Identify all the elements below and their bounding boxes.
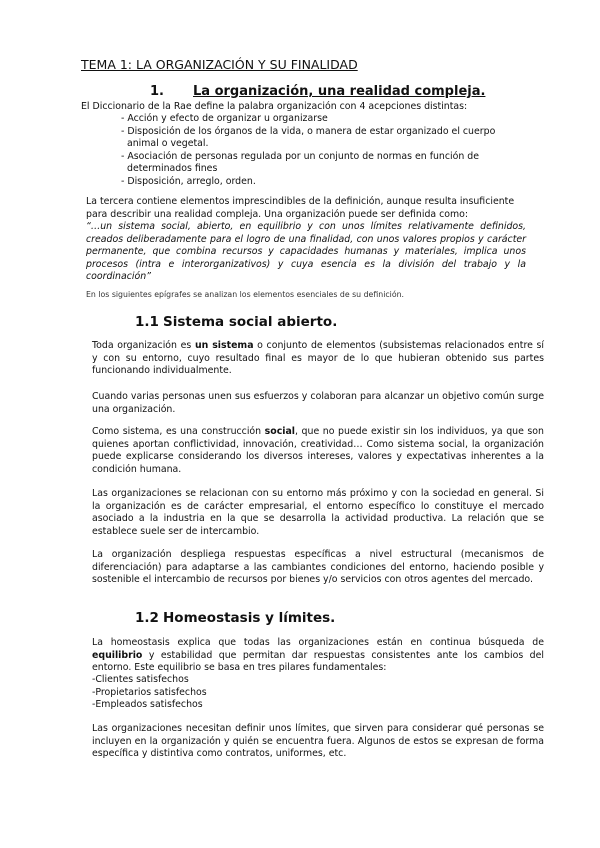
document-title: TEMA 1: LA ORGANIZACIÓN Y SU FINALIDAD xyxy=(81,57,358,72)
paragraph-text: Toda organización es xyxy=(92,340,195,351)
definicion-intro-line-2: para describir una realidad compleja. Una organización puede ser definida como: xyxy=(86,208,469,220)
section-1-1-heading xyxy=(135,314,337,330)
section-1-heading xyxy=(150,84,485,99)
paragraph-sistema xyxy=(92,340,544,378)
section-1-title: La organización, una realidad compleja. xyxy=(193,84,486,99)
paragraph-text: o conjunto de elementos (subsistemas relacionados entre sí y con su entorno, cuyo resultado final es mayor de lo que hubieran obtenido sus partes funcionando individualmente. xyxy=(92,340,544,376)
epigrafes-note: En los siguientes epígrafes se analizan los elementos esenciales de su definición. xyxy=(86,290,405,299)
definicion-quote: “…un sistema social, abierto, en equilibrio y con unos límites relativamente definidos, creados deliberadamente para el logro de una finalidad, con unos valores propios y carácter permanente, que combina recursos y capacidades humanas y materiales, implica unos procesos (intra e interorganizativos) y cuya esencia es la división del trabajo y la coordinación” xyxy=(86,221,526,282)
paragraph-homeostasis xyxy=(92,637,544,675)
paragraph-social xyxy=(92,426,544,476)
intro-paragraph: El Diccionario de la Rae define la palabra organización con 4 acepciones distintas: xyxy=(81,101,468,112)
list-item: -Empleados satisfechos xyxy=(92,699,203,710)
paragraph-text: Como sistema, es una construcción xyxy=(92,426,265,437)
list-item: determinados fines xyxy=(127,163,218,174)
paragraph-respuestas: La organización despliega respuestas específicas a nivel estructural (mecanismos de diferenciación) para adaptarse a las cambiantes condiciones del entorno, haciendo posible y sostenible el intercambio de recursos por bienes y/o servicios con otros agentes del mercado. xyxy=(92,549,544,585)
section-1-number: 1. xyxy=(150,84,164,99)
section-1-2-number: 1.2 xyxy=(135,610,159,626)
list-item: - Disposición, arreglo, orden. xyxy=(121,175,256,187)
bold-term: un sistema xyxy=(194,340,254,351)
list-item: -Propietarios satisfechos xyxy=(92,686,207,698)
paragraph-text: y estabilidad que permitan dar respuestas consistentes ante los cambios del entorno. Este equilibrio se basa en tres pilares fundamentales: xyxy=(92,649,544,673)
list-item: -Clientes satisfechos xyxy=(92,674,189,685)
list-item: - Asociación de personas regulada por un conjunto de normas en función de xyxy=(121,150,480,162)
section-1-2-heading xyxy=(135,610,335,626)
section-1-1-number: 1.1 xyxy=(135,314,159,330)
bold-term: equilibrio xyxy=(92,649,143,661)
list-item: - Disposición de los órganos de la vida, o manera de estar organizado el cuerpo xyxy=(121,125,496,137)
definicion-intro-line-1: La tercera contiene elementos imprescindibles de la definición, aunque resulta insuficiente xyxy=(86,196,515,207)
list-item: animal o vegetal. xyxy=(127,138,209,149)
paragraph-entorno: Las organizaciones se relacionan con su entorno más próximo y con la sociedad en general. Si la organización es de carácter empresarial, el entorno específico lo constituye el mercado asociado a la industria en la que se desarrolla la actividad productiva. La relación que se establece suele ser de intercambio. xyxy=(92,488,544,537)
section-1-2-title: Homeostasis y límites. xyxy=(163,610,336,626)
pilares-list xyxy=(92,674,392,712)
paragraph-text: La homeostasis explica que todas las organizaciones están en continua búsqueda de xyxy=(92,637,544,648)
section-1-1-title: Sistema social abierto. xyxy=(163,314,338,330)
paragraph-text: , que no puede existir sin los individuos, ya que son quienes aportan conflictividad, innovación, creatividad… Como sistema social, la organización puede explicarse considerando los diversos intereses, valores y expectativas inherentes a la condición humana. xyxy=(92,426,544,475)
bold-term: social xyxy=(264,426,296,437)
paragraph-surge: Cuando varias personas unen sus esfuerzos y colaboran para alcanzar un objetivo común surge una organización. xyxy=(92,391,544,415)
acepciones-list xyxy=(121,113,521,188)
paragraph-limites: Las organizaciones necesitan definir unos límites, que sirven para considerar qué personas se incluyen en la organización y quién se encuentra fuera. Algunos de estos se expresan de forma específica y distintiva como contratos, uniformes, etc. xyxy=(92,723,544,759)
list-item: - Acción y efecto de organizar u organizarse xyxy=(121,113,328,124)
definicion-block xyxy=(86,196,526,284)
